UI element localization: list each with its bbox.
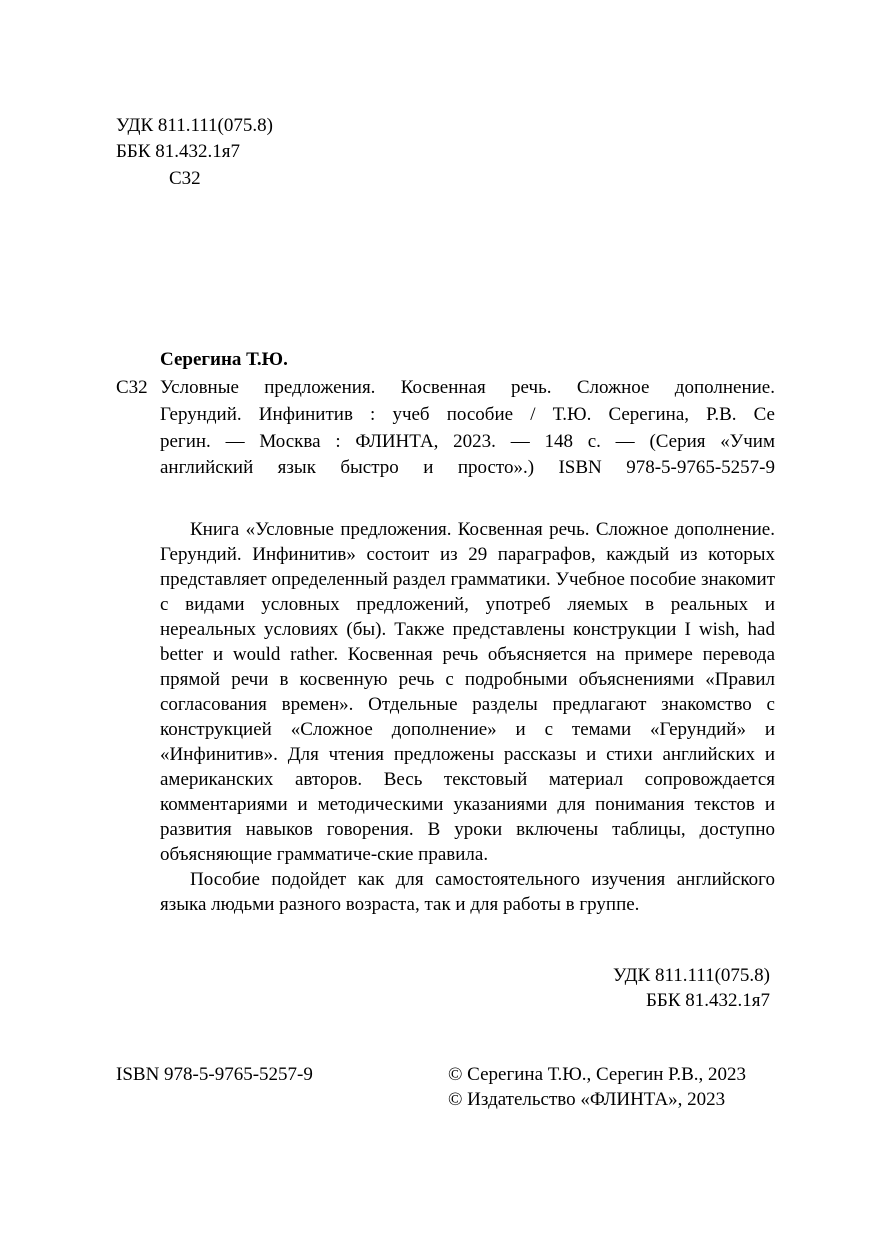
annotation-paragraph: Книга «Условные предложения. Косвенная речь. Сложное дополнение. Герундий. Инфинитив» состоит из 29 параграфов, каждый из которых представляет определенный раздел грамматики. Учебное пособие знакомит с видами условных предложений, употреб ляемых в реальных и нереальных условиях (бы). Также представлены конструкции I wish, had better и would rather. Косвенная речь объясняется на примере перевода прямой речи в косвенную речь с подробными объяснениями «Правил согласования времен». Отдельные разделы предлагают знакомство с конструкцией «Сложное дополнение» и с темами «Герундий» и «Инфинитив». Для чтения предложены рассказы и стихи английских и американских авторов. Весь текстовый материал сопровождается комментариями и методическими указаниями для понимания текстов и развития навыков говорения. В уроки включены таблицы, доступно объясняющие грамматиче-ские правила. <box>160 519 775 865</box>
copyright-authors: © Серегина Т.Ю., Серегин Р.В., 2023 <box>448 1064 747 1085</box>
bottom-bbk-code: ББК 81.432.1я7 <box>646 990 770 1011</box>
bottom-classification <box>613 963 770 1013</box>
isbn: ISBN 978-5-9765-5257-9 <box>116 1064 313 1085</box>
top-udk-code: УДК 811.111(075.8) <box>116 115 273 136</box>
annotation-paragraph: Пособие подойдет как для самостоятельного изучения английского языка людьми разного возраста, так и для работы в группе. <box>160 869 775 915</box>
record-line-2: Герундий. Инфинитив : учеб пособие / Т.Ю. Серегина, Р.В. Се <box>160 404 775 425</box>
top-bbk-code: ББК 81.432.1я7 <box>116 141 240 162</box>
bottom-udk-code: УДК 811.111(075.8) <box>613 965 770 986</box>
record-line-3: регин. — Москва : ФЛИНТА, 2023. — 148 с. — (Серия «Учим <box>160 431 775 452</box>
author-name: Серегина Т.Ю. <box>160 349 288 370</box>
annotation <box>160 517 775 917</box>
record-line-4: английский язык быстро и просто».) ISBN 978-5-9765-5257-9 <box>160 457 775 478</box>
top-author-code: С32 <box>169 168 201 189</box>
copyright-publisher: © Издательство «ФЛИНТА», 2023 <box>448 1089 726 1110</box>
copyright-block <box>448 1062 746 1112</box>
record-line-1: Условные предложения. Косвенная речь. Сложное дополнение. <box>160 377 775 398</box>
record-author-code: С32 <box>116 377 148 398</box>
